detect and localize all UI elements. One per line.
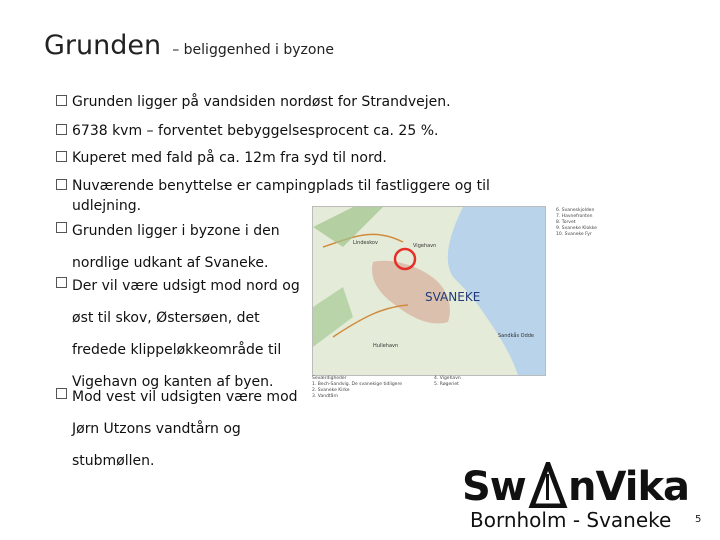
- bullet-view-west: [56, 381, 306, 477]
- bullet-text: Grunden ligger i byzone i den nordlige udkant af Svaneke.: [72, 223, 280, 271]
- legend-item: 8. Torvet: [556, 220, 576, 225]
- legend-item: 3. Vandtårn: [312, 394, 339, 399]
- bullet-area: [56, 121, 526, 141]
- legend-item: 5. Røgeriet: [434, 382, 459, 387]
- legend-item: 2. Svaneke Kirke: [312, 388, 350, 393]
- bullet-checkbox-icon: [56, 222, 67, 233]
- map-place-label: Hullehavn: [373, 343, 399, 349]
- bullet-text: Nuværende benyttelse er campingplads til fastliggere og til udlejning.: [72, 178, 490, 214]
- slide-title: [44, 30, 334, 61]
- legend-item: 7. Havnefronten: [556, 214, 593, 219]
- bullet-text: Der vil være udsigt mod nord og øst til skov, Østersøen, det fredede klippeløkkeområde til Vigehavn og kanten af byen.: [72, 278, 300, 390]
- map-place-label: Sandkås Odde: [498, 333, 535, 339]
- bullet-checkbox-icon: [56, 277, 67, 288]
- bullet-checkbox-icon: [56, 95, 67, 106]
- bullet-view-north-east: [56, 270, 306, 398]
- map-legend-middle: [434, 376, 544, 388]
- page-number: 5: [695, 514, 702, 525]
- bullet-terrain: [56, 148, 526, 168]
- legend-item: 10. Svaneke Fyr: [556, 232, 592, 237]
- bullet-checkbox-icon: [56, 124, 67, 135]
- map-legend-left: [312, 376, 432, 400]
- bullet-text: 6738 kvm – forventet bebyggelsesprocent ca. 25 %.: [72, 123, 439, 139]
- bullet-text: Grunden ligger på vandsiden nordøst for Strandvejen.: [72, 94, 451, 110]
- title-main: Grunden: [44, 30, 162, 61]
- map-place-label: Lindeskov: [353, 240, 378, 246]
- bullet-location: [56, 92, 526, 112]
- map-drawing: [313, 207, 545, 375]
- swan-a-icon: [528, 462, 568, 508]
- bullet-text: Mod vest vil udsigten være mod Jørn Utzons vandtårn og stubmøllen.: [72, 389, 298, 469]
- legend-item: 1. Bech-Sandvig. De svanekige tidligere: [312, 382, 402, 387]
- legend-item: 4. Vigehavn: [434, 376, 461, 381]
- map-town-label: SVANEKE: [425, 290, 481, 304]
- swanvika-logo: [462, 462, 690, 512]
- brand-tagline: Bornholm - Svaneke: [470, 508, 672, 532]
- legend-item: 6. Svaneskjolden: [556, 208, 595, 213]
- bullet-checkbox-icon: [56, 151, 67, 162]
- bullet-checkbox-icon: [56, 179, 67, 190]
- legend-item: 9. Svaneke Klokke: [556, 226, 598, 231]
- bullet-text: Kuperet med fald på ca. 12m fra syd til nord.: [72, 150, 387, 166]
- logo-text-right: nVika: [568, 464, 690, 510]
- map-legend-right: [556, 208, 666, 238]
- svaneke-map: [312, 206, 546, 376]
- logo-text-left: Sw: [462, 464, 526, 510]
- legend-heading: Seværdigheder: [312, 376, 347, 381]
- bullet-checkbox-icon: [56, 388, 67, 399]
- map-place-label: Vigehavn: [413, 243, 437, 249]
- title-subtitle: – beliggenhed i byzone: [172, 42, 334, 58]
